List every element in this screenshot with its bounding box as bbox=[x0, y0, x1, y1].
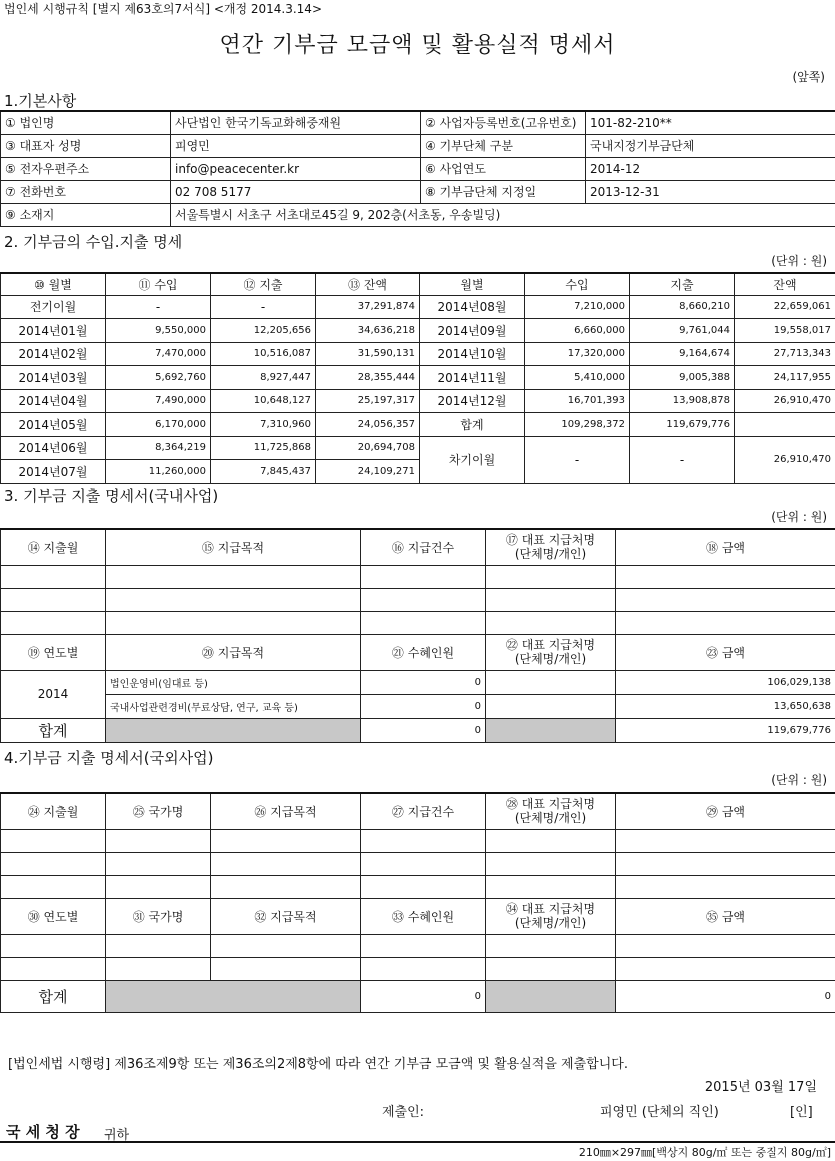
month-cell: 2014년02월 bbox=[1, 342, 106, 366]
total-row bbox=[1, 718, 835, 742]
total-amount: 119,679,776 bbox=[616, 718, 835, 742]
expense-cell: 9,005,388 bbox=[630, 366, 735, 390]
column-header: ㉟ 금액 bbox=[616, 898, 835, 934]
month-cell: 2014년03월 bbox=[1, 366, 106, 390]
total-income: 109,298,372 bbox=[525, 413, 630, 437]
header-line: (단체명/개인) bbox=[514, 811, 587, 826]
balance-cell: 25,197,317 bbox=[316, 389, 420, 413]
empty-row bbox=[1, 588, 835, 611]
basic-info-row bbox=[1, 157, 835, 180]
balance-cell: 24,056,357 bbox=[316, 413, 420, 437]
section4-title: 4.기부금 지출 명세서(국외사업) bbox=[4, 749, 214, 767]
expense-cell: 9,761,044 bbox=[630, 319, 735, 343]
basic-info-row bbox=[1, 180, 835, 203]
column-header bbox=[486, 793, 616, 829]
month-cell: 전기이월 bbox=[1, 295, 106, 319]
balance-cell: 31,590,131 bbox=[316, 342, 420, 366]
section3-unit: (단위 : 원) bbox=[771, 510, 827, 524]
table-row bbox=[1, 670, 835, 694]
column-header: 수입 bbox=[525, 273, 630, 295]
income-cell: 16,701,393 bbox=[525, 389, 630, 413]
table-row bbox=[1, 436, 835, 460]
column-header: ⑳ 지급목적 bbox=[106, 634, 361, 670]
recipient: 국 세 청 장 bbox=[6, 1123, 80, 1141]
basic-info-row bbox=[1, 134, 835, 157]
month-cell: 2014년06월 bbox=[1, 436, 106, 460]
month-cell: 2014년07월 bbox=[1, 460, 106, 484]
header-line: (단체명/개인) bbox=[514, 547, 587, 562]
income-cell: 6,660,000 bbox=[525, 319, 630, 343]
amount-cell: 13,650,638 bbox=[616, 694, 835, 718]
carryover-expense: - bbox=[630, 436, 735, 483]
paper-spec: 210㎜×297㎜[백상지 80g/㎡ 또는 중질지 80g/㎡] bbox=[578, 1146, 831, 1159]
column-header: 지출 bbox=[630, 273, 735, 295]
balance-cell: 22,659,061 bbox=[735, 295, 835, 319]
field-value: 02 708 5177 bbox=[171, 180, 421, 203]
expense-cell: 10,516,087 bbox=[211, 342, 316, 366]
expense-cell: 11,725,868 bbox=[211, 436, 316, 460]
empty-row bbox=[1, 829, 835, 852]
section3-title: 3. 기부금 지출 명세서(국내사업) bbox=[4, 487, 219, 505]
purpose-cell: 국내사업관련경비(무료상담, 연구, 교육 등) bbox=[106, 694, 361, 718]
balance-cell: 37,291,874 bbox=[316, 295, 420, 319]
expense-cell: 13,908,878 bbox=[630, 389, 735, 413]
column-header: ㉔ 지출월 bbox=[1, 793, 106, 829]
basic-info-table bbox=[0, 110, 835, 227]
balance-cell: 27,713,343 bbox=[735, 342, 835, 366]
address-value: 서울특별시 서초구 서초대로45길 9, 202층(서초동, 우송빌딩) bbox=[171, 203, 835, 226]
field-value: 2014-12 bbox=[586, 157, 835, 180]
month-cell: 2014년04월 bbox=[1, 389, 106, 413]
field-value: info@peacecenter.kr bbox=[171, 157, 421, 180]
table-row bbox=[1, 342, 835, 366]
empty-row bbox=[1, 611, 835, 634]
empty-row bbox=[1, 957, 835, 980]
total-amount: 0 bbox=[616, 980, 835, 1012]
month-cell: 2014년09월 bbox=[420, 319, 525, 343]
balance-cell: 20,694,708 bbox=[316, 436, 420, 460]
column-header: ⑯ 지급건수 bbox=[361, 529, 486, 565]
income-cell: 8,364,219 bbox=[106, 436, 211, 460]
expense-cell: 8,927,447 bbox=[211, 366, 316, 390]
header-line: (단체명/개인) bbox=[514, 652, 587, 666]
column-header: ㉓ 금액 bbox=[616, 634, 835, 670]
header-line: ㉞ 대표 지급처명 bbox=[505, 902, 596, 916]
table-row bbox=[1, 694, 835, 718]
column-header: ㉜ 지급목적 bbox=[211, 898, 361, 934]
column-header: ⑲ 연도별 bbox=[1, 634, 106, 670]
balance-cell: 26,910,470 bbox=[735, 389, 835, 413]
column-header bbox=[486, 634, 616, 670]
total-label: 합계 bbox=[1, 718, 106, 742]
table-row bbox=[1, 319, 835, 343]
column-header: 월별 bbox=[420, 273, 525, 295]
income-cell: 7,490,000 bbox=[106, 389, 211, 413]
column-header: ㉛ 국가명 bbox=[106, 898, 211, 934]
table-row bbox=[1, 295, 835, 319]
column-header: ㉕ 국가명 bbox=[106, 793, 211, 829]
balance-cell: 19,558,017 bbox=[735, 319, 835, 343]
column-header: ⑱ 금액 bbox=[616, 529, 835, 565]
total-label: 합계 bbox=[420, 413, 525, 437]
column-header: ⑩ 월별 bbox=[1, 273, 106, 295]
table-row bbox=[1, 366, 835, 390]
income-cell: 7,210,000 bbox=[525, 295, 630, 319]
field-label: ② 사업자등록번호(고유번호) bbox=[421, 111, 586, 134]
header-line: ⑰ 대표 지급처명 bbox=[505, 533, 596, 548]
total-balance bbox=[735, 413, 835, 437]
total-label: 합계 bbox=[1, 980, 106, 1012]
field-label: ⑦ 전화번호 bbox=[1, 180, 171, 203]
recipient-cell bbox=[486, 670, 616, 694]
income-cell: 9,550,000 bbox=[106, 319, 211, 343]
carryover-income: - bbox=[525, 436, 630, 483]
section2-title: 2. 기부금의 수입.지출 명세 bbox=[4, 233, 183, 251]
month-cell: 2014년01월 bbox=[1, 319, 106, 343]
shaded-cell bbox=[486, 718, 616, 742]
table-row bbox=[1, 413, 835, 437]
count-cell: 0 bbox=[361, 694, 486, 718]
month-cell: 2014년10월 bbox=[420, 342, 525, 366]
column-header: ㉗ 지급건수 bbox=[361, 793, 486, 829]
field-value: 101-82-210** bbox=[586, 111, 835, 134]
balance-cell: 28,355,444 bbox=[316, 366, 420, 390]
field-value: 국내지정기부금단체 bbox=[586, 134, 835, 157]
month-cell: 2014년05월 bbox=[1, 413, 106, 437]
balance-cell: 24,117,955 bbox=[735, 366, 835, 390]
income-cell: 17,320,000 bbox=[525, 342, 630, 366]
count-cell: 0 bbox=[361, 670, 486, 694]
column-header: ㉚ 연도별 bbox=[1, 898, 106, 934]
submitter-label: 제출인: bbox=[382, 1105, 425, 1120]
field-value: 사단법인 한국기독교화해중재원 bbox=[171, 111, 421, 134]
field-label: ⑤ 전자우편주소 bbox=[1, 157, 171, 180]
expense-cell: 9,164,674 bbox=[630, 342, 735, 366]
column-header: ㉖ 지급목적 bbox=[211, 793, 361, 829]
shaded-cell bbox=[106, 718, 361, 742]
column-header: ⑭ 지출월 bbox=[1, 529, 106, 565]
table-header-row bbox=[1, 793, 835, 829]
address-row bbox=[1, 203, 835, 226]
recipient-cell bbox=[486, 694, 616, 718]
shaded-cell bbox=[486, 980, 616, 1012]
column-header: ⑬ 잔액 bbox=[316, 273, 420, 295]
table-header-row bbox=[1, 898, 835, 934]
column-header: 잔액 bbox=[735, 273, 835, 295]
month-cell: 2014년08월 bbox=[420, 295, 525, 319]
field-value: 2013-12-31 bbox=[586, 180, 835, 203]
income-cell: - bbox=[106, 295, 211, 319]
field-label: ⑧ 기부금단체 지정일 bbox=[421, 180, 586, 203]
income-cell: 11,260,000 bbox=[106, 460, 211, 484]
header-line: ㉘ 대표 지급처명 bbox=[505, 797, 596, 812]
header-line: ㉒ 대표 지급처명 bbox=[505, 638, 596, 652]
bottom-rule bbox=[0, 1141, 835, 1143]
submitter-name: 피영민 (단체의 직인) bbox=[600, 1105, 719, 1120]
field-label: ③ 대표자 성명 bbox=[1, 134, 171, 157]
header-line: (단체명/개인) bbox=[514, 916, 587, 930]
address-label: ⑨ 소재지 bbox=[1, 203, 171, 226]
page-title: 연간 기부금 모금액 및 활용실적 명세서 bbox=[219, 33, 616, 58]
expense-cell: 8,660,210 bbox=[630, 295, 735, 319]
income-cell: 6,170,000 bbox=[106, 413, 211, 437]
expense-cell: - bbox=[211, 295, 316, 319]
income-cell: 7,470,000 bbox=[106, 342, 211, 366]
purpose-cell: 법인운영비(임대료 등) bbox=[106, 670, 361, 694]
table-row bbox=[1, 389, 835, 413]
section1-title: 1.기본사항 bbox=[4, 92, 77, 110]
table-header-row bbox=[1, 529, 835, 565]
section2-unit: (단위 : 원) bbox=[771, 254, 827, 268]
balance-cell: 24,109,271 bbox=[316, 460, 420, 484]
section4-unit: (단위 : 원) bbox=[771, 773, 827, 787]
carryover-balance: 26,910,470 bbox=[735, 436, 835, 483]
field-label: ① 법인명 bbox=[1, 111, 171, 134]
field-label: ④ 기부단체 구분 bbox=[421, 134, 586, 157]
submission-statement: [법인세법 시행령] 제36조제9항 또는 제36조의2제8항에 따라 연간 기부금 모금액 및 활용실적을 제출합니다. bbox=[8, 1057, 628, 1072]
total-count: 0 bbox=[361, 718, 486, 742]
expense-cell: 7,845,437 bbox=[211, 460, 316, 484]
empty-row bbox=[1, 565, 835, 588]
carryover-label: 차기이월 bbox=[420, 436, 525, 483]
page-side-label: (앞쪽) bbox=[792, 70, 825, 84]
month-cell: 2014년12월 bbox=[420, 389, 525, 413]
overseas-expense-table bbox=[0, 792, 835, 1013]
seal-mark: [인] bbox=[790, 1105, 813, 1120]
column-header bbox=[486, 898, 616, 934]
month-cell: 2014년11월 bbox=[420, 366, 525, 390]
column-header bbox=[486, 529, 616, 565]
expense-cell: 7,310,960 bbox=[211, 413, 316, 437]
column-header: ⑮ 지급목적 bbox=[106, 529, 361, 565]
column-header: ㉑ 수혜인원 bbox=[361, 634, 486, 670]
total-row bbox=[1, 980, 835, 1012]
column-header: ⑪ 수입 bbox=[106, 273, 211, 295]
column-header: ㉙ 금액 bbox=[616, 793, 835, 829]
income-cell: 5,410,000 bbox=[525, 366, 630, 390]
basic-info-row bbox=[1, 111, 835, 134]
year-cell: 2014 bbox=[1, 670, 106, 718]
expense-cell: 10,648,127 bbox=[211, 389, 316, 413]
amount-cell: 106,029,138 bbox=[616, 670, 835, 694]
table-header-row bbox=[1, 634, 835, 670]
total-count: 0 bbox=[361, 980, 486, 1012]
shaded-cell bbox=[106, 980, 361, 1012]
regulation-reference: 법인세 시행규칙 [별지 제63호의7서식] <개정 2014.3.14> bbox=[4, 2, 322, 16]
balance-cell: 34,636,218 bbox=[316, 319, 420, 343]
field-label: ⑥ 사업연도 bbox=[421, 157, 586, 180]
empty-row bbox=[1, 934, 835, 957]
empty-row bbox=[1, 875, 835, 898]
total-expense: 119,679,776 bbox=[630, 413, 735, 437]
table-header-row bbox=[1, 273, 835, 295]
field-value: 피영민 bbox=[171, 134, 421, 157]
recipient-suffix: 귀하 bbox=[104, 1128, 130, 1143]
column-header: ㉝ 수혜인원 bbox=[361, 898, 486, 934]
submission-date: 2015년 03월 17일 bbox=[704, 1080, 817, 1095]
income-expense-table bbox=[0, 272, 835, 484]
domestic-expense-table bbox=[0, 528, 835, 743]
column-header: ⑫ 지출 bbox=[211, 273, 316, 295]
expense-cell: 12,205,656 bbox=[211, 319, 316, 343]
empty-row bbox=[1, 852, 835, 875]
income-cell: 5,692,760 bbox=[106, 366, 211, 390]
